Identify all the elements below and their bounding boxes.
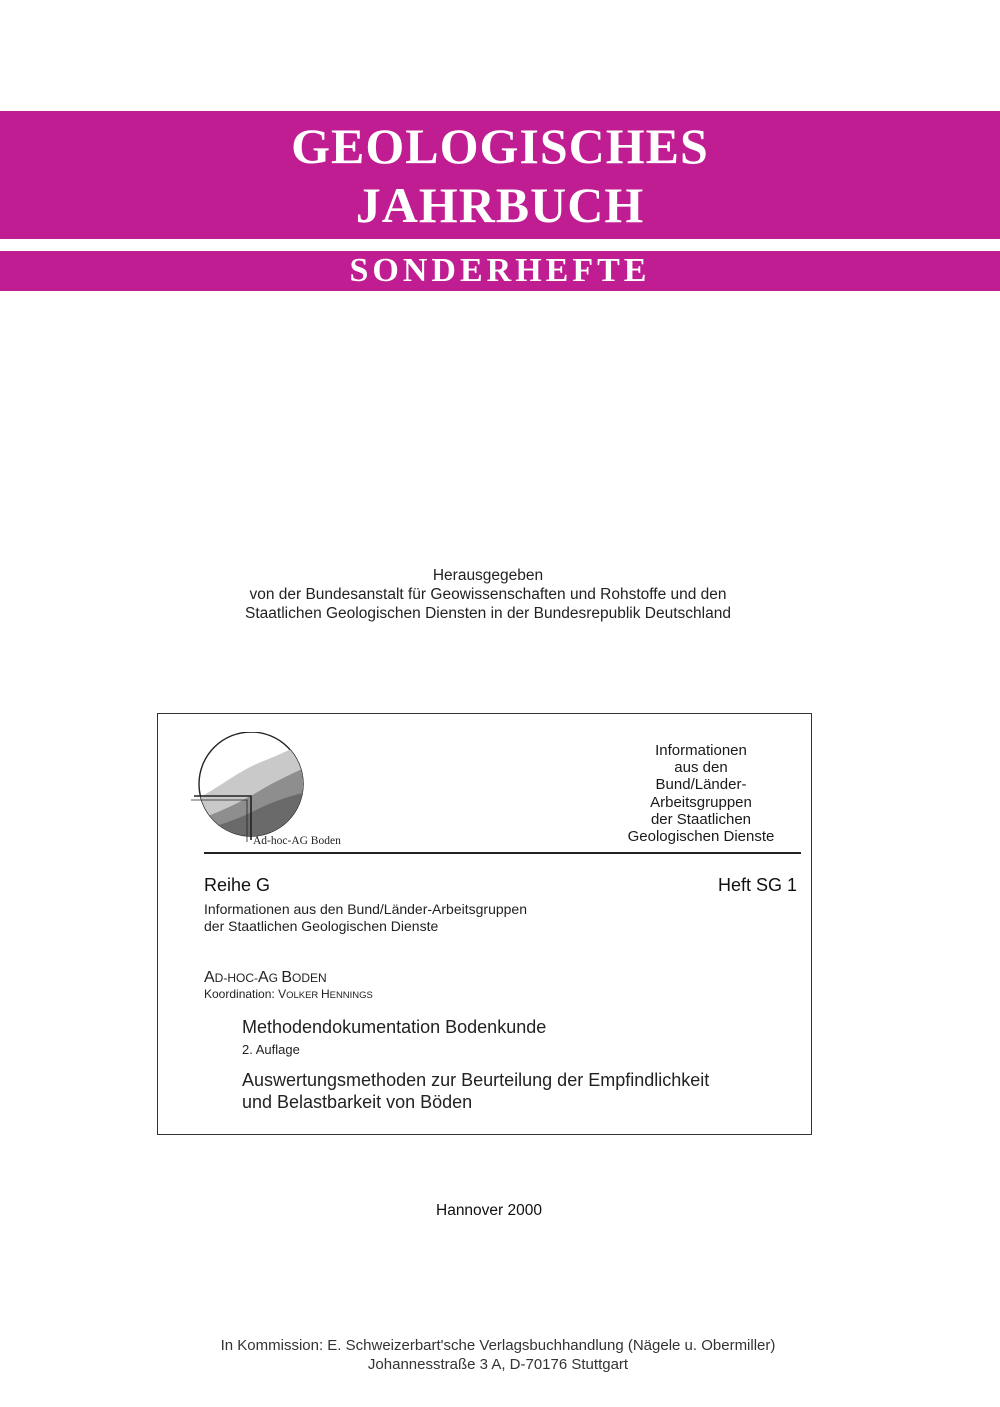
place-and-year: Hannover 2000 (436, 1202, 542, 1219)
info-line: Informationen (655, 742, 747, 759)
publisher-line-2: von der Bundesanstalt für Geowissenschaften und Rohstoffe und den (249, 586, 727, 603)
commission-line-1: In Kommission: E. Schweizerbart'sche Verlagsbuchhandlung (Nägele u. Obermiller) (220, 1337, 776, 1354)
working-group-name (204, 969, 327, 987)
info-line: aus den (674, 759, 728, 777)
commission-note (0, 1336, 996, 1374)
ad-hoc-ag-logo-icon (191, 732, 311, 842)
series-description-line-2: der Staatlichen Geologischen Dienste (204, 918, 439, 934)
logo-label: Ad-hoc-AG Boden (253, 835, 341, 847)
ag-smallcaps: ODEN (292, 971, 327, 985)
publisher-line-1: Herausgegeben (432, 567, 544, 584)
journal-title-line-2: JAHRBUCH (355, 177, 645, 233)
commission-line-2: Johannesstraße 3 A, D-70176 Stuttgart (367, 1356, 629, 1373)
ag-letter: A (204, 969, 215, 986)
method-title: Methodendokumentation Bodenkunde (242, 1017, 547, 1037)
ag-smallcaps: G (268, 971, 282, 985)
info-block (601, 742, 801, 845)
volume-subtitle-line-2: und Belastbarkeit von Böden (242, 1092, 473, 1112)
edition-label: 2. Auflage (242, 1042, 300, 1057)
publisher-line-3: Staatlichen Geologischen Diensten in der Bundesrepublik Deutschland (245, 605, 731, 622)
volume-subtitle (242, 1069, 709, 1113)
info-line: Arbeitsgruppen (650, 793, 752, 811)
coord-smallcaps: OLKER (286, 990, 321, 1001)
publisher-statement (0, 566, 976, 623)
info-line: der Staatlichen (650, 810, 752, 828)
ag-smallcaps: D-HOC- (214, 971, 258, 985)
issue-label: Heft SG 1 (717, 875, 797, 895)
coord-prefix: Koordination: (204, 987, 279, 1001)
coord-smallcaps: ENNINGS (329, 990, 373, 1001)
info-line: Bund/Länder- (655, 776, 747, 794)
ag-letter: B (281, 969, 293, 986)
series-description (204, 901, 527, 935)
coordination-line (204, 987, 373, 1001)
ag-letter: A (258, 969, 269, 986)
series-description-line-1: Informationen aus den Bund/Länder-Arbeitsgruppen (204, 901, 527, 917)
journal-subtitle: SONDERHEFTE (349, 252, 651, 289)
series-label: Reihe G (204, 875, 271, 895)
series-info-box (157, 713, 812, 1135)
coord-letter: H (320, 987, 330, 1001)
journal-title-line-1: GEOLOGISCHES (291, 118, 709, 174)
coord-letter: V (278, 987, 287, 1001)
volume-subtitle-line-1: Auswertungsmethoden zur Beurteilung der Empfindlichkeit (242, 1070, 710, 1090)
divider-rule (204, 852, 801, 854)
info-line: Geologischen Dienste (627, 828, 775, 846)
